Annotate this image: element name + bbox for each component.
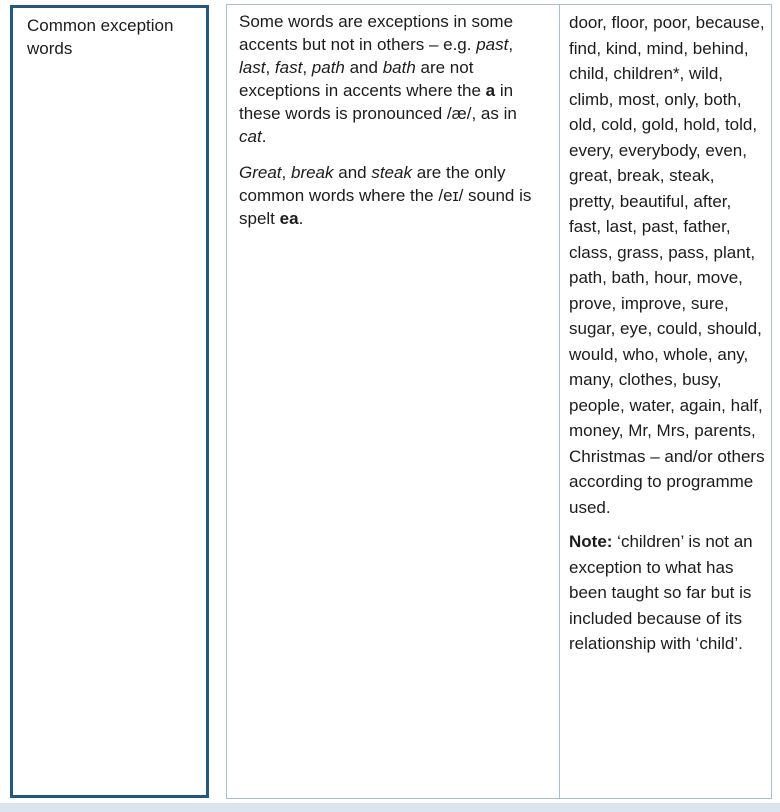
text-run: path (311, 58, 345, 77)
text-run: . (298, 209, 304, 228)
text-run: ‘children’ is not an exception to what has been taught so far but is included because of its relationship with ‘child’. (569, 532, 753, 653)
text-run: and (344, 58, 383, 77)
text-run: ea (279, 209, 299, 228)
text-run: . (261, 127, 267, 146)
next-table-edge (0, 803, 780, 812)
row-label-cell (10, 5, 209, 798)
text-run: door, floor, poor, because, find, kind, mind, behind, child, children*, wild, climb, most, only, both, old, cold, gold, hold, told, every, everybody, even, great, break, steak, pretty, beautiful, after, fast, last, past, father, class, grass, pass, plant, path, bath, hour, move, prove, improve, sure, sugar, eye, could, should, would, who, whole, any, many, clothes, busy, people, water, again, half, money, Mr, Mrs, parents, Christmas – and/or others according to programme used. (569, 13, 765, 517)
text-run: are not exceptions in accents where the (239, 58, 486, 100)
guidance-paragraph-ea-sound (239, 161, 547, 230)
row-label: Common exception words (27, 16, 174, 58)
text-run: a (485, 81, 496, 100)
text-run: steak (371, 163, 412, 182)
text-run: last (239, 58, 266, 77)
text-run: Note: (569, 532, 613, 551)
text-run: fast (274, 58, 303, 77)
text-run: Great (239, 163, 282, 182)
text-run: bath (382, 58, 416, 77)
word-list-note (569, 529, 765, 657)
text-run: are the only common words where the /eɪ/ sound is spelt (239, 163, 532, 228)
text-run: in these words is pronounced /æ/, as in (239, 81, 517, 123)
text-run: and (333, 163, 372, 182)
text-run: past (476, 35, 509, 54)
word-list-cell (560, 5, 771, 798)
guidance-cell (227, 5, 560, 798)
word-list (569, 10, 765, 520)
text-run: , (508, 35, 514, 54)
text-run: cat (239, 127, 262, 146)
text-run: break (290, 163, 334, 182)
text-run: , (265, 58, 275, 77)
content-table (226, 4, 772, 799)
text-run: Some words are exceptions in some accents but not in others – e.g. (239, 12, 514, 54)
text-run: , (302, 58, 312, 77)
guidance-paragraph-accents (239, 10, 547, 148)
text-run: , (281, 163, 291, 182)
